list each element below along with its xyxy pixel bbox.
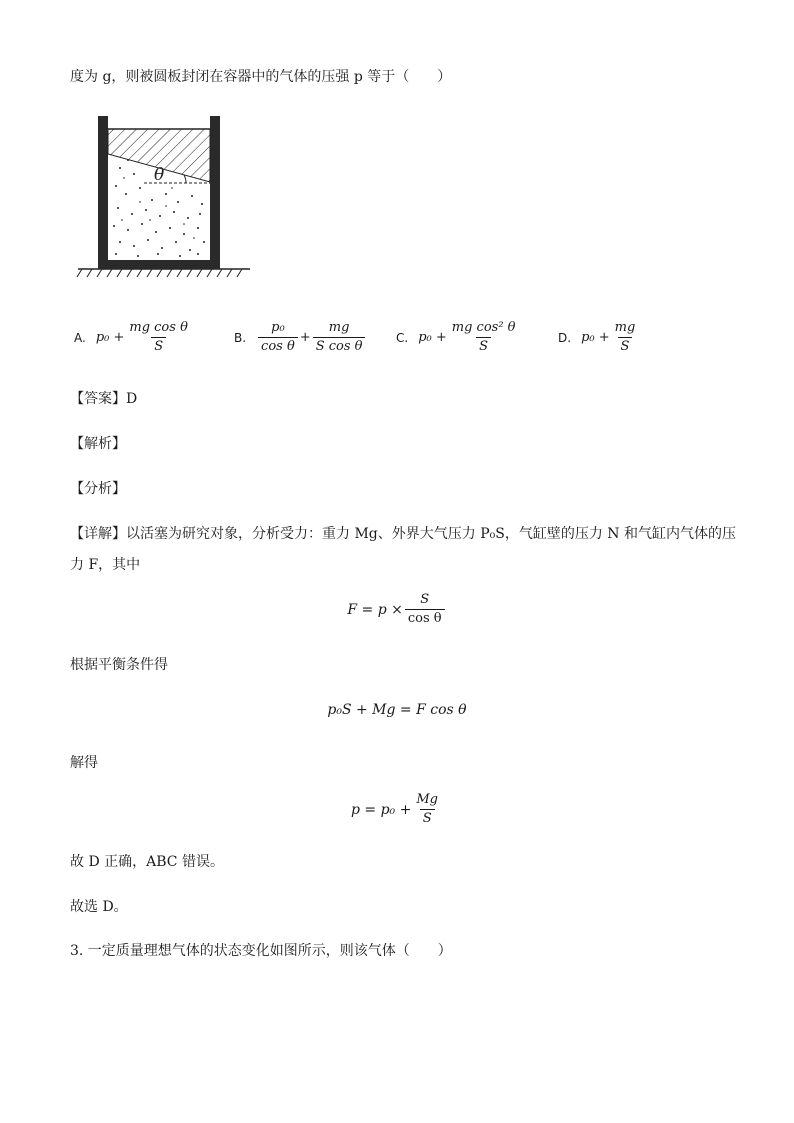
option-b-label: B. (234, 330, 247, 345)
option-d-label: D. (558, 330, 572, 345)
option-d[interactable]: D. p₀ + $\frac{mg}{S}$ (558, 320, 640, 355)
option-c-label: C. (396, 330, 409, 345)
answer-value: D (126, 391, 138, 407)
solve-text: 解得 (70, 755, 98, 771)
detail-tag: 【详解】 (70, 526, 126, 542)
equation-1: F = p × $\frac{S}{\text{cos θ}}$ (0, 592, 794, 627)
option-c-fraction: $\frac{\text{mg cos² θ}}{S}$ (451, 320, 516, 354)
theta-label: θ (154, 165, 165, 185)
option-a-label: A. (74, 330, 86, 345)
option-c[interactable]: C. p₀ + $\frac{\text{mg cos² θ}}{S}$ (396, 320, 521, 355)
cylinder-bottom (98, 260, 220, 269)
conclusion-1: 故 D 正确，ABC 错误。 (70, 854, 224, 870)
option-b-fraction-2: $\frac{mg}{\text{S cos θ}}$ (313, 320, 366, 355)
fenxi-tag: 【分析】 (70, 481, 126, 497)
detail-line-1: 【详解】以活塞为研究对象，分析受力：重力 Mg、外界大气压力 P₀S，气缸壁的压力 N 和气缸内气体的压 (70, 526, 736, 542)
option-a-fraction: $\frac{\text{mg cos θ}}{S}$ (129, 320, 188, 354)
answer-line (70, 388, 137, 408)
option-b[interactable]: B. $\frac{\text{p₀}}{\text{cos θ}}$ + $\frac{mg}{\text{S cos θ}}$ (234, 320, 367, 355)
cylinder-figure (74, 112, 254, 284)
analysis-tag: 【解析】 (70, 436, 126, 452)
balance-text: 根据平衡条件得 (70, 657, 168, 673)
equation-3: p = p₀ + $\frac{Mg}{S}$ (351, 792, 438, 826)
angle-arc (184, 175, 186, 183)
conclusion-2: 故选 D。 (70, 899, 128, 915)
answer-tag: 【答案】 (70, 391, 126, 407)
left-wall (98, 116, 108, 266)
option-b-fraction-1: $\frac{\text{p₀}}{\text{cos θ}}$ (258, 320, 298, 355)
detail-line-2: 力 F，其中 (70, 557, 141, 573)
ground-hatch (77, 269, 242, 277)
right-wall (210, 116, 220, 266)
next-question: 3. 一定质量理想气体的状态变化如图所示，则该气体（ ） (70, 943, 452, 959)
option-d-fraction: $\frac{mg}{S}$ (614, 320, 636, 354)
option-a[interactable]: A. p₀ + $\frac{\text{mg cos θ}}{S}$ (74, 320, 193, 355)
question-text: 度为 g，则被圆板封闭在容器中的气体的压强 p 等于（ ） (70, 69, 452, 85)
equation-2: p₀S + Mg = F cos θ (327, 702, 467, 718)
